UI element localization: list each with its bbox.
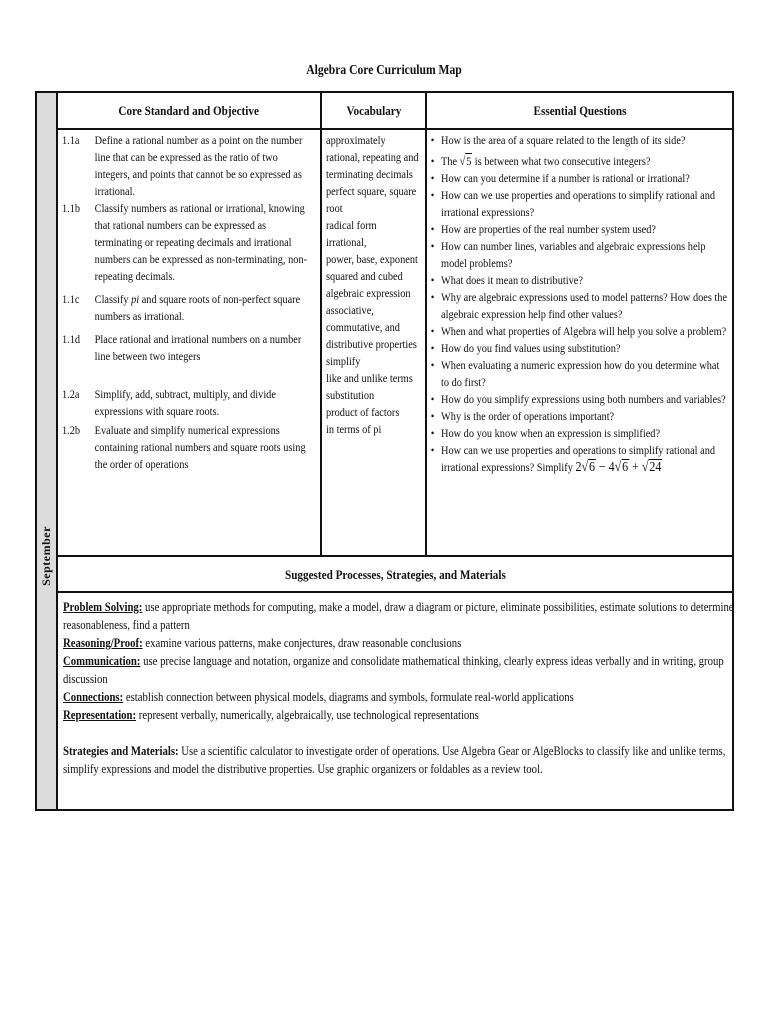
representation-para: Representation: represent verbally, numerically, algebraically, use technological representations — [63, 708, 479, 722]
header-vocabulary: Vocabulary — [346, 103, 401, 118]
question-item: • When and what properties of Algebra will help you solve a problem? — [429, 323, 728, 340]
standard-code: 1.1c — [62, 292, 80, 306]
vocab-term: associative, — [326, 303, 374, 317]
vocab-term: approximately — [326, 133, 386, 147]
question-item: • How can number lines, variables and algebraic expressions help model problems? — [429, 238, 728, 272]
question-item: • What does it mean to distributive? — [429, 272, 728, 289]
vocab-term: product of factors — [326, 405, 400, 419]
question-item: • The √5 is between what two consecutive integers? — [429, 153, 728, 170]
standard-code: 1.1a — [62, 133, 80, 147]
question-item: • How is the area of a square related to the length of its side? — [429, 132, 728, 149]
vocab-term: commutative, and — [326, 320, 400, 334]
month-label: September — [39, 526, 53, 586]
reasoning-para: Reasoning/Proof: examine various patterns, make conjectures, draw reasonable conclusions — [63, 636, 462, 650]
month-strip — [37, 93, 58, 809]
suggested-header: Suggested Processes, Strategies, and Materials — [284, 567, 506, 582]
standard-item — [62, 291, 313, 325]
questions-column — [429, 132, 728, 476]
question-item: • How do you simplify expressions using both numbers and variables? — [429, 391, 728, 408]
standard-item — [62, 132, 313, 200]
processes-section — [63, 598, 734, 778]
question-item: • How can you determine if a number is rational or irrational? — [429, 170, 728, 187]
question-item: • Why are algebraic expressions used to model patterns? How does the algebraic expression help find other values? — [429, 289, 728, 323]
vocab-term: perfect square, square root — [326, 184, 417, 215]
standard-code: 1.1b — [62, 201, 81, 215]
header-divider — [58, 128, 732, 130]
vocab-term: distributive properties — [326, 337, 417, 351]
connections-para: Connections: establish connection between physical models, diagrams and symbols, formulate real-world applications — [63, 690, 574, 704]
standards-column — [62, 132, 313, 473]
standard-item — [62, 200, 313, 285]
page-title: Algebra Core Curriculum Map — [306, 62, 462, 77]
vocab-term: squared and cubed — [326, 269, 403, 283]
standard-text: Classify pi and square roots of non-perfect square numbers as irrational. — [94, 292, 301, 323]
vocab-term: radical form — [326, 218, 377, 232]
standard-text: Simplify, add, subtract, multiply, and divide expressions with square roots. — [94, 387, 276, 418]
vocab-term: irrational, — [326, 235, 367, 249]
question-item: • How are properties of the real number system used? — [429, 221, 728, 238]
standard-text: Place rational and irrational numbers on a number line between two integers — [94, 332, 302, 363]
question-item: • How do you know when an expression is simplified? — [429, 425, 728, 442]
vocabulary-column — [326, 132, 424, 438]
header-questions: Essential Questions — [533, 103, 626, 118]
question-item: • When evaluating a numeric expression how do you determine what to do first? — [429, 357, 728, 391]
col-divider-1 — [320, 93, 322, 557]
standard-code: 1.2a — [62, 387, 80, 401]
question-item: • How can we use properties and operations to simplify rational and irrational expressions? — [429, 187, 728, 221]
communication-para: Communication: use precise language and notation, organize and consolidate mathematical thinking, clearly express ideas verbally and in writing, group discussion — [63, 654, 724, 686]
question-item: • Why is the order of operations important? — [429, 408, 728, 425]
vocab-term: in terms of pi — [326, 422, 382, 436]
vocab-term: algebraic expression — [326, 286, 411, 300]
standard-text: Define a rational number as a point on the number line that can be expressed as the ratio of two integers, and points that cannot be so expressed as irrational. — [94, 133, 303, 198]
header-standard: Core Standard and Objective — [118, 103, 260, 118]
standard-text: Classify numbers as rational or irrational, knowing that rational numbers can be expressed as terminating or repeating decimals and irrational numbers can be expressed as non-terminating, non-repeating decimals. — [94, 201, 308, 283]
standard-text: Evaluate and simplify numerical expressions containing rational numbers and square roots using the order of operations — [94, 423, 306, 471]
problem-solving-para: Problem Solving: use appropriate methods for computing, make a model, draw a diagram or picture, eliminate possibilities, estimate solutions to determine reasonableness, find a pattern — [63, 600, 734, 632]
standard-item — [62, 422, 313, 473]
vocab-term: simplify — [326, 354, 361, 368]
col-divider-2 — [425, 93, 427, 557]
standard-code: 1.2b — [62, 423, 81, 437]
vocab-term: rational, repeating and terminating decimals — [326, 150, 419, 181]
vocab-term: like and unlike terms — [326, 371, 413, 385]
standard-item — [62, 386, 313, 420]
standard-code: 1.1d — [62, 332, 81, 346]
question-item: • How can we use properties and operations to simplify rational and irrational expressions? Simplify 2√6 − 4√6 + √24 — [429, 442, 728, 476]
vocab-term: power, base, exponent — [326, 252, 418, 266]
vocab-term: substitution — [326, 388, 375, 402]
strategies-para: Strategies and Materials: Use a scientific calculator to investigate order of operations. Use Algebra Gear or AlgeBlocks to classify like and unlike terms, simplify expressions and model the distributive properties. Use graphic organizers or foldables as a review tool. — [63, 744, 726, 776]
question-item: • How do you find values using substitution? — [429, 340, 728, 357]
standard-item — [62, 331, 313, 365]
